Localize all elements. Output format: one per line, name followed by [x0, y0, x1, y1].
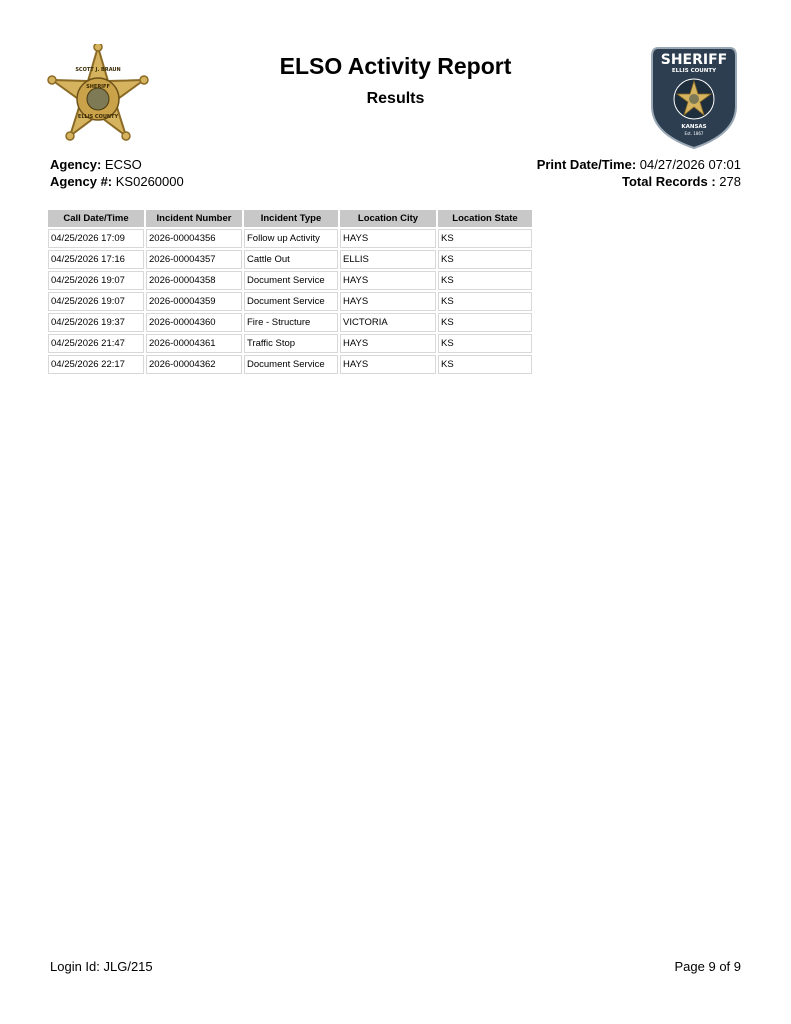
column-header-incident-type: Incident Type	[244, 210, 338, 227]
page-number: Page 9 of 9	[674, 959, 741, 974]
cell-incident-number: 2026-00004360	[146, 313, 242, 332]
cell-call-datetime: 04/25/2026 19:07	[48, 292, 144, 311]
cell-incident-number: 2026-00004356	[146, 229, 242, 248]
cell-call-datetime: 04/25/2026 19:07	[48, 271, 144, 290]
cell-incident-type: Follow up Activity	[244, 229, 338, 248]
print-info	[537, 156, 741, 190]
column-header-incident-number: Incident Number	[146, 210, 242, 227]
cell-location-state: KS	[438, 292, 532, 311]
table-row	[48, 313, 532, 332]
cell-location-city: HAYS	[340, 229, 436, 248]
cell-location-city: VICTORIA	[340, 313, 436, 332]
table-row	[48, 229, 532, 248]
print-datetime-value: 04/27/2026 07:01	[639, 157, 741, 172]
cell-call-datetime: 04/25/2026 21:47	[48, 334, 144, 353]
total-records-label: Total Records :	[622, 174, 716, 189]
agency-row	[50, 156, 184, 173]
column-header-location-state: Location State	[438, 210, 532, 227]
cell-location-city: ELLIS	[340, 250, 436, 269]
agency-label: Agency:	[50, 157, 102, 172]
total-records-value: 278	[719, 174, 741, 189]
cell-incident-type: Document Service	[244, 271, 338, 290]
svg-text:ELLIS COUNTY: ELLIS COUNTY	[77, 114, 119, 120]
column-header-location-city: Location City	[340, 210, 436, 227]
report-title: ELSO Activity Report	[279, 53, 512, 79]
cell-location-state: KS	[438, 250, 532, 269]
cell-incident-type: Document Service	[244, 292, 338, 311]
table-row	[48, 250, 532, 269]
agency-info	[50, 156, 184, 190]
cell-incident-type: Traffic Stop	[244, 334, 338, 353]
table-header-row	[48, 210, 532, 227]
svg-text:SHERIFF: SHERIFF	[86, 84, 110, 90]
table-row	[48, 271, 532, 290]
cell-location-city: HAYS	[340, 271, 436, 290]
cell-location-city: HAYS	[340, 292, 436, 311]
cell-call-datetime: 04/25/2026 22:17	[48, 355, 144, 374]
results-table	[46, 208, 534, 376]
cell-location-state: KS	[438, 355, 532, 374]
cell-call-datetime: 04/25/2026 17:16	[48, 250, 144, 269]
cell-location-city: HAYS	[340, 334, 436, 353]
svg-text:ELLIS COUNTY: ELLIS COUNTY	[671, 68, 717, 74]
table-row	[48, 334, 532, 353]
print-datetime-label: Print Date/Time:	[536, 157, 637, 172]
agency-number-label: Agency #:	[50, 174, 113, 189]
cell-incident-type: Document Service	[244, 355, 338, 374]
cell-incident-number: 2026-00004362	[146, 355, 242, 374]
agency-number-row	[50, 173, 184, 190]
svg-text:KANSAS: KANSAS	[681, 124, 707, 130]
table-row	[48, 292, 532, 311]
cell-location-state: KS	[438, 313, 532, 332]
svg-text:Est. 1867: Est. 1867	[684, 131, 704, 136]
cell-call-datetime: 04/25/2026 17:09	[48, 229, 144, 248]
svg-text:SCOTT J. BRAUN: SCOTT J. BRAUN	[75, 67, 121, 73]
svg-text:SHERIFF: SHERIFF	[660, 52, 728, 68]
cell-incident-number: 2026-00004359	[146, 292, 242, 311]
agency-value: ECSO	[104, 157, 142, 172]
cell-incident-type: Fire - Structure	[244, 313, 338, 332]
cell-call-datetime: 04/25/2026 19:37	[48, 313, 144, 332]
agency-number-value: KS0260000	[115, 174, 184, 189]
cell-location-state: KS	[438, 271, 532, 290]
cell-location-state: KS	[438, 229, 532, 248]
login-id: Login Id: JLG/215	[50, 959, 153, 974]
cell-incident-number: 2026-00004358	[146, 271, 242, 290]
cell-location-city: HAYS	[340, 355, 436, 374]
table-row	[48, 355, 532, 374]
column-header-call-datetime: Call Date/Time	[48, 210, 144, 227]
cell-incident-type: Cattle Out	[244, 250, 338, 269]
print-datetime-row	[537, 156, 741, 173]
cell-incident-number: 2026-00004357	[146, 250, 242, 269]
cell-location-state: KS	[438, 334, 532, 353]
cell-incident-number: 2026-00004361	[146, 334, 242, 353]
total-records-row	[537, 173, 741, 190]
report-subtitle: Results	[366, 90, 425, 107]
